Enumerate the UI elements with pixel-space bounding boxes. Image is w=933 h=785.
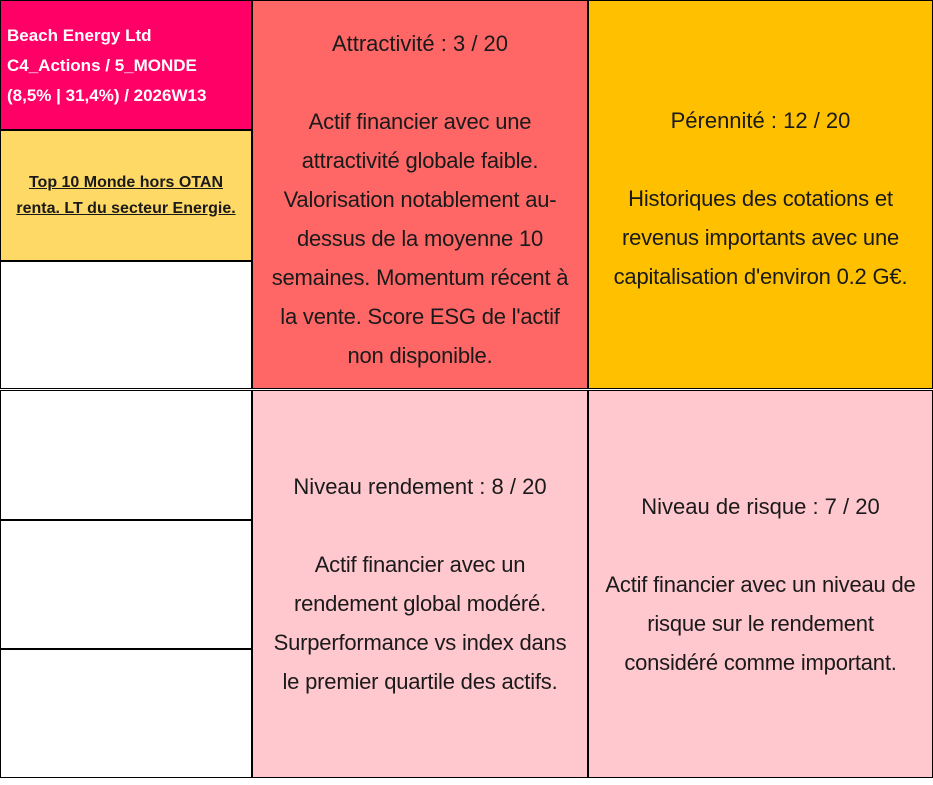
- attractivite-card: [252, 0, 588, 389]
- perennite-title: Pérennité : 12 / 20: [670, 108, 851, 133]
- attractivite-text-line: Valorisation notablement au-: [283, 187, 557, 212]
- risque-text-line: Actif financier avec un niveau de: [605, 571, 916, 597]
- asset-category: C4_Actions / 5_MONDE: [7, 56, 197, 75]
- perennite-card: [588, 0, 933, 389]
- empty-cell: [0, 390, 252, 520]
- risque-title: Niveau de risque : 7 / 20: [641, 493, 880, 519]
- attractivite-text-line: la vente. Score ESG de l'actif: [280, 304, 560, 329]
- perennite-text-line: Historiques des cotations et: [628, 186, 893, 211]
- empty-cell: [0, 649, 252, 778]
- attractivite-text-line: dessus de la moyenne 10: [296, 226, 544, 251]
- empty-cell: [0, 520, 252, 649]
- empty-cell: [0, 261, 252, 389]
- asset-performance-week: (8,5% | 31,4%) / 2026W13: [7, 86, 207, 105]
- rendement-title: Niveau rendement : 8 / 20: [293, 474, 547, 499]
- ranking-line-2: renta. LT du secteur Energie.: [16, 199, 236, 217]
- rendement-card: [252, 390, 588, 778]
- asset-name: Beach Energy Ltd: [7, 26, 152, 45]
- perennite-text-line: revenus importants avec une: [621, 225, 900, 250]
- attractivite-text-line: semaines. Momentum récent à: [271, 265, 569, 290]
- rendement-text-line: le premier quartile des actifs.: [282, 669, 558, 694]
- rendement-text-line: Actif financier avec un: [314, 552, 526, 577]
- rendement-text-line: rendement global modéré.: [293, 591, 547, 616]
- ranking-note: [0, 130, 252, 261]
- risque-text-line: considéré comme important.: [624, 649, 897, 675]
- rendement-text-line: Surperformance vs index dans: [273, 630, 567, 655]
- attractivite-text-line: non disponible.: [347, 343, 493, 368]
- risque-text-line: risque sur le rendement: [647, 610, 874, 636]
- asset-header: [0, 0, 252, 130]
- perennite-text-line: capitalisation d'environ 0.2 G€.: [613, 264, 908, 289]
- attractivite-text-line: attractivité globale faible.: [301, 148, 539, 173]
- ranking-line-1: Top 10 Monde hors OTAN: [28, 173, 224, 191]
- risque-card: [588, 390, 933, 778]
- attractivite-title: Attractivité : 3 / 20: [331, 31, 509, 56]
- attractivite-text-line: Actif financier avec une: [308, 109, 532, 134]
